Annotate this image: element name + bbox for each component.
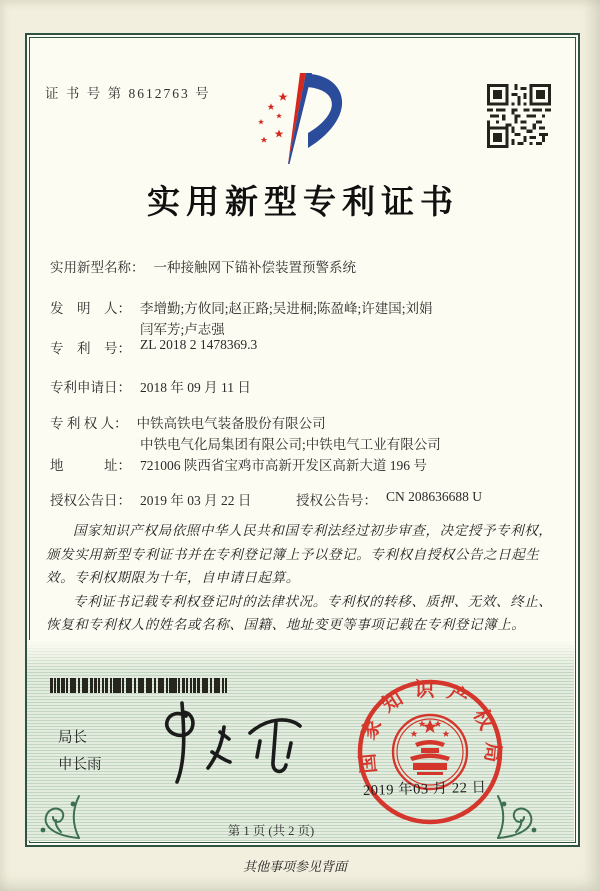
field-label-filing-date: 专利申请日： [50, 380, 131, 395]
back-side-note: 其他事项参见背面 [242, 859, 347, 874]
field-value-inventors: 李增勤;方攸同;赵正路;吴进桐;陈盈峰;许建国;刘娟 [140, 301, 433, 316]
legal-text [46, 519, 556, 637]
field-value-inventors-line2: 闫军芳;卢志强 [140, 322, 225, 337]
field-row-filing-date [50, 376, 560, 396]
director-title-label: 局长 [58, 730, 87, 746]
field-value-patentee-line2: 中铁电气化局集团有限公司;中铁电气工业有限公司 [140, 437, 441, 452]
field-label-grant-date: 授权公告日： [50, 493, 131, 508]
barcode [50, 678, 227, 693]
field-value-grant-date: 2019 年 03 月 22 日 [140, 493, 252, 508]
qr-code [487, 84, 551, 148]
certificate-title: 实用新型专利证书 [147, 185, 459, 221]
certificate-number: 证 书 号 第 8612763 号 [45, 86, 211, 101]
field-label-patent-no: 专 利 号： [50, 341, 131, 356]
field-label-address: 地 址： [50, 458, 131, 473]
field-row-address [50, 454, 560, 474]
legal-paragraph-1: 国家知识产权局依照中华人民共和国专利法经过初步审查，决定授予专利权，颁发实用新型专利证书并在专利登记簿上予以登记。专利权自授权公告之日起生效。专利权期限为十年，自申请日起算。 [46, 523, 553, 585]
seal-date: 2019 年03 月 22 日 [362, 779, 487, 799]
corner-flourish-left-icon [27, 784, 81, 840]
field-value-filing-date: 2018 年 09 月 11 日 [140, 380, 251, 395]
corner-flourish-right-icon [496, 784, 550, 840]
band-top-fade [27, 640, 574, 670]
field-value-patentee: 中铁高铁电气装备股份有限公司 [136, 416, 326, 431]
field-value-grant-no: CN 208636688 U [386, 489, 483, 504]
seal-arc-text: 国家知识产权局 [355, 678, 505, 775]
patent-office-logo-icon [246, 71, 358, 166]
legal-paragraph-2: 专利证书记载专利权登记时的法律状况。专利权的转移、质押、无效、终止、恢复和专利权人的姓名或名称、国籍、地址变更等事项记载在专利登记簿上。 [46, 593, 553, 632]
field-row-grant [50, 489, 560, 509]
field-label-grant-no: 授权公告号： [296, 493, 377, 508]
field-row-inventors [50, 297, 560, 317]
field-value-name: 一种接触网下锚补偿装置预警系统 [153, 260, 356, 275]
field-row-patent-no [50, 337, 560, 357]
director-signature [150, 700, 320, 788]
page-number: 第 1 页 (共 2 页) [227, 824, 315, 838]
field-row-name [50, 256, 560, 276]
field-label-inventors: 发 明 人： [50, 301, 131, 316]
director-name-label: 申长雨 [58, 757, 102, 773]
official-seal [355, 677, 505, 827]
field-row-patentee [50, 412, 560, 432]
field-label-patentee: 专 利 权 人： [50, 416, 128, 431]
field-value-patent-no: ZL 2018 2 1478369.3 [140, 337, 258, 352]
field-label-name: 实用新型名称： [50, 260, 145, 275]
field-value-address: 721006 陕西省宝鸡市高新开发区高新大道 196 号 [140, 458, 427, 473]
